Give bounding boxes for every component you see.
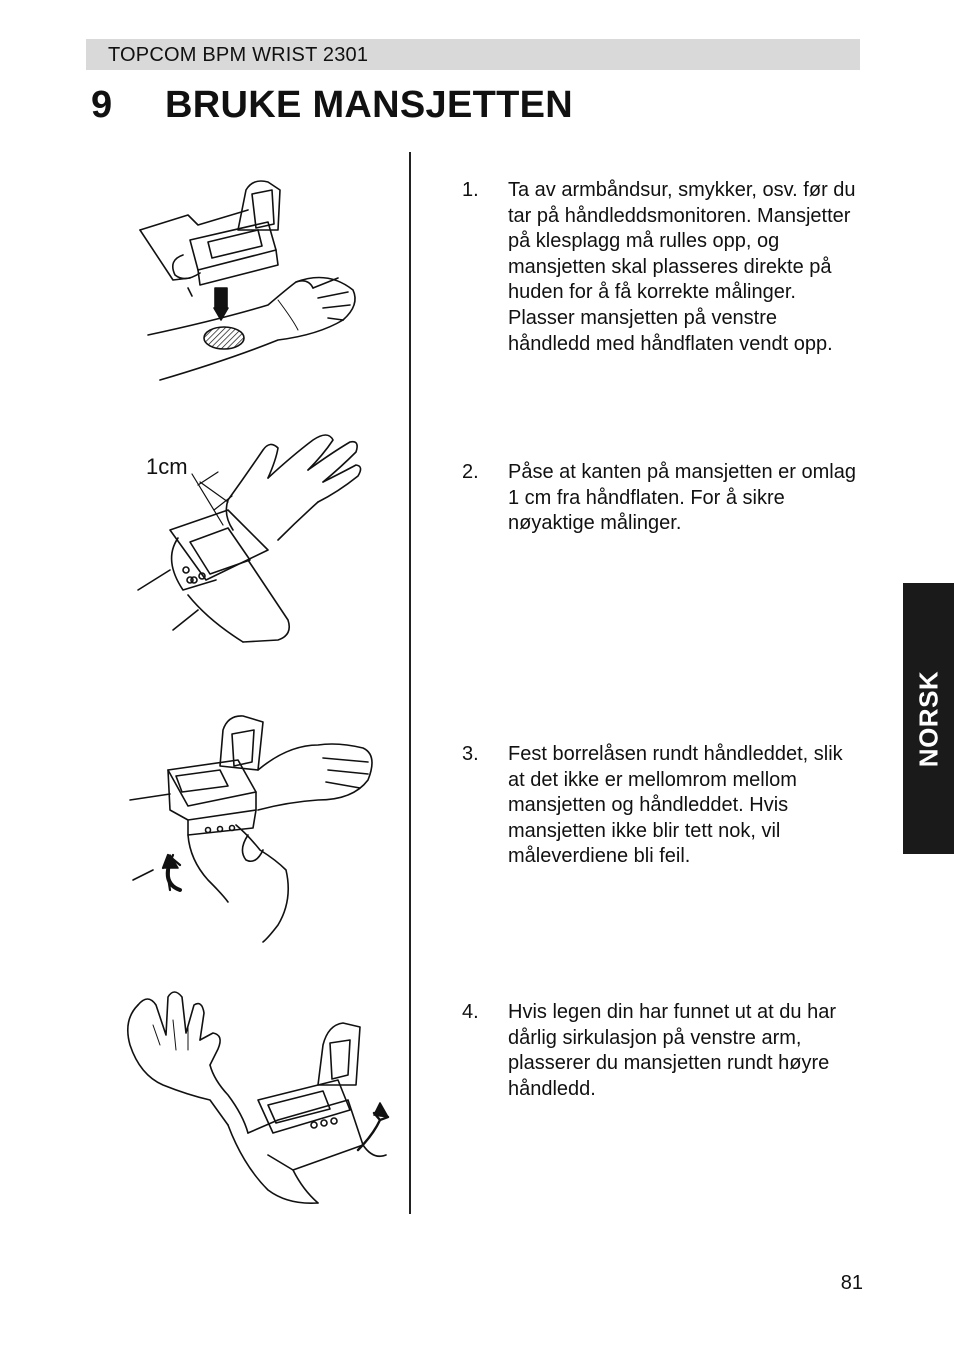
step-number: 1. bbox=[462, 179, 479, 201]
running-header bbox=[86, 39, 860, 70]
step-text: Fest borrelåsen rundt håndleddet, slik at det ikke er mellomrom mellom mansjetten og håndleddet. Hvis mansjetten ikke blir tett nok, vil måleverdiene bli feil. bbox=[508, 743, 843, 868]
measure-label: 1cm bbox=[146, 454, 188, 479]
illustration-right-wrist bbox=[118, 985, 398, 1210]
step-1 bbox=[462, 178, 862, 357]
section-title: BRUKE MANSJETTEN bbox=[165, 84, 574, 126]
section-number: 9 bbox=[91, 84, 113, 126]
step-4 bbox=[462, 1000, 862, 1102]
column-divider bbox=[409, 152, 411, 1214]
section-heading bbox=[91, 84, 573, 127]
language-label: NORSK bbox=[913, 670, 943, 767]
step-text: Ta av armbåndsur, smykker, osv. før du tar på håndleddsmonitoren. Mansjetter på klesplagg må rulles opp, og mansjetten skal plasseres direkte på huden for å få korrekte målinger. Plasser mansjetten på venstre håndledd med håndflaten vendt opp. bbox=[508, 179, 856, 355]
step-3 bbox=[462, 742, 862, 870]
step-number: 4. bbox=[462, 1001, 479, 1023]
product-name: TOPCOM BPM WRIST 2301 bbox=[108, 44, 369, 66]
page-number: 81 bbox=[840, 1272, 863, 1294]
step-text: Hvis legen din har funnet ut at du har dårlig sirkulasjon på venstre arm, plasserer du mansjetten rundt høyre håndledd. bbox=[508, 1001, 836, 1100]
step-number: 3. bbox=[462, 743, 479, 765]
illustration-place-monitor bbox=[128, 170, 378, 390]
step-number: 2. bbox=[462, 461, 479, 483]
step-text: Påse at kanten på mansjetten er omlag 1 cm fra håndflaten. For å sikre nøyaktige målinger. bbox=[508, 461, 856, 535]
illustration-fasten-strap bbox=[128, 710, 378, 945]
language-tab bbox=[903, 583, 954, 854]
step-2 bbox=[462, 460, 862, 537]
illustration-cuff-distance bbox=[128, 430, 378, 650]
